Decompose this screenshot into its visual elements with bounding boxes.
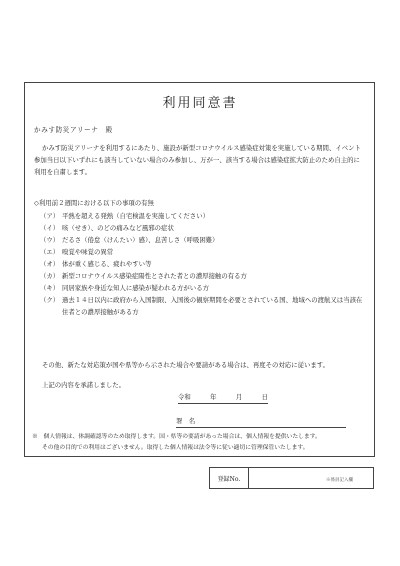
privacy-note-line: ※ 個人情報は、体調確認等のため取得します。国・県等の要請があった場合は、個人情報を提供いたします。 [32,434,321,440]
registration-label: 登録No. [210,468,249,488]
date-year: 年 [210,393,217,401]
checklist-item [40,258,366,270]
agreement-statement: 上記の内容を承諾しました。 [42,381,126,389]
intro-paragraph: かみす防災アリーナを利用するにあたり、施設が新型コロナウイルス感染症対策を実施している期間、イベント参加当日以下いずれにも該当していない場合のみ参加し、万が一、該当する場合は感染症拡大防止のため自主的に利用を自粛します。 [34,144,361,176]
item-text: 平熱を超える発熱（自宅検温を実施してください） [62,212,209,220]
item-text: 体が重く感じる、疲れやすい等 [62,260,152,268]
checklist-item [40,294,366,318]
item-mark: （キ） [40,284,60,292]
item-text: だるさ（倦怠（けんたい）感）、息苦しさ（呼吸困難） [62,236,219,244]
checklist-heading: ◇利用前２週間における以下の事項の有無 [34,199,154,207]
closing-paragraph: その他、新たな対応策が国や県等から示された場合や要請がある場合は、再度その対応に従います。 [42,361,330,369]
addressee: かみす防災アリーナ 殿 [34,126,113,134]
privacy-note-line: その他の目的での利用はございません。取得した個人情報は法令等に従い適切に管理保管いたします。 [42,445,309,451]
item-text: 嗅覚や味覚の異常 [62,248,114,256]
date-month: 月 [235,393,243,401]
checklist-item [40,210,366,222]
item-mark: （ク） [40,296,60,304]
item-mark: （カ） [40,272,60,280]
item-mark: （オ） [40,260,60,268]
checklist-item [40,282,366,294]
item-mark: （ウ） [40,236,60,244]
item-text: 咳（せき）、のどの痛みなど風邪の症状 [62,224,174,232]
date-era: 令和 [178,393,191,401]
item-mark: （イ） [40,224,60,232]
checklist [40,210,366,318]
item-text: 同居家族や身近な知人に感染が疑われる方がいる方 [62,284,209,292]
item-mark: （ア） [40,212,60,220]
registration-number-field[interactable] [249,468,373,488]
signature-field[interactable] [176,416,346,428]
item-text: 過去１４日以内に政府から入国制限、入国後の観察期間を必要とされている国、地域への渡航又は当該在住者との濃厚接触がある方 [62,296,363,316]
checklist-item [40,234,366,246]
item-mark: （エ） [40,248,60,256]
item-text: 新型コロナウイルス感染症陽性とされた者との濃厚接触の有る方 [62,272,247,280]
document-title: 利用同意書 [162,96,238,111]
date-field[interactable] [178,392,268,404]
checklist-item [40,270,366,282]
staff-use-note: ※係員記入欄 [326,478,353,483]
signature-label: 署 名 [176,417,196,425]
checklist-item [40,246,366,258]
date-day: 日 [261,393,268,401]
privacy-notes [32,432,372,454]
checklist-item [40,222,366,234]
